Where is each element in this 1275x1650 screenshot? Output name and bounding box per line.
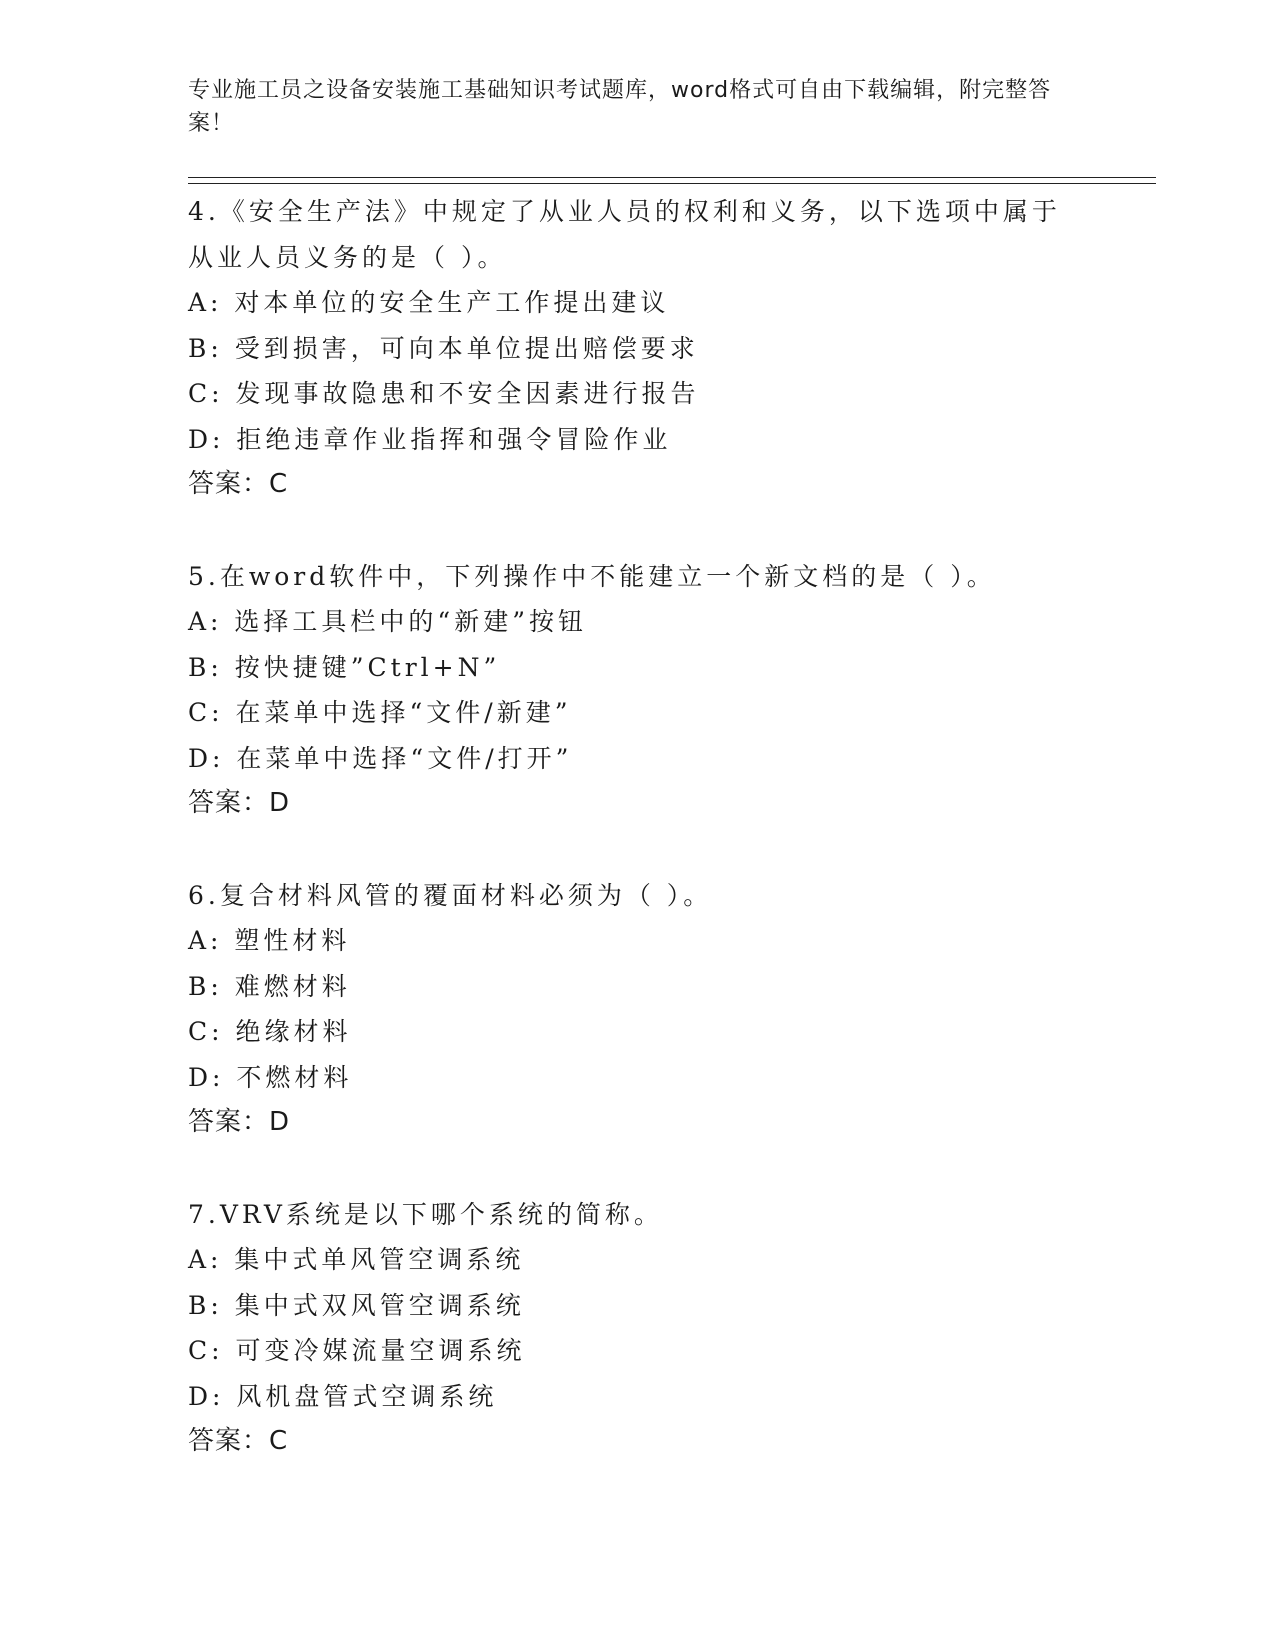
option-a: A: 集中式单风管空调系统 (188, 1245, 525, 1274)
question-stem: 4.《安全生产法》中规定了从业人员的权利和义务，以下选项中属于 (188, 197, 1061, 226)
document-header: 专业施工员之设备安装施工基础知识考试题库，word格式可自由下载编辑，附完整答案！ (188, 78, 1052, 136)
question-list (188, 189, 1148, 1511)
option-a: A: 塑性材料 (188, 926, 351, 955)
question-stem: 5.在word软件中，下列操作中不能建立一个新文档的是（ ）。 (188, 561, 996, 591)
option-b: B: 难燃材料 (188, 971, 351, 1001)
answer-line: 答案：C (188, 1426, 289, 1456)
option-c: C: 可变冷媒流量空调系统 (188, 1336, 526, 1365)
question-6 (188, 873, 1148, 1146)
answer-line: 答案：D (188, 1107, 291, 1137)
answer-line: 答案：C (188, 469, 289, 499)
question-stem: 从业人员义务的是（ ）。 (188, 242, 507, 272)
option-a: A: 对本单位的安全生产工作提出建议 (188, 288, 670, 317)
option-a: A: 选择工具栏中的“新建”按钮 (188, 607, 587, 636)
option-c: C: 绝缘材料 (188, 1017, 352, 1046)
option-d: D: 风机盘管式空调系统 (188, 1381, 498, 1411)
question-7 (188, 1192, 1148, 1465)
option-b: B: 按快捷键”Ctrl+N” (188, 652, 501, 682)
option-d: D: 在菜单中选择“文件/打开” (188, 743, 573, 773)
answer-line: 答案：D (188, 788, 291, 818)
question-stem: 6.复合材料风管的覆面材料必须为（ ）。 (188, 880, 713, 910)
header-rule-bottom (188, 183, 1156, 184)
option-d: D: 拒绝违章作业指挥和强令冒险作业 (188, 424, 672, 454)
question-4 (188, 189, 1148, 508)
option-d: D: 不燃材料 (188, 1062, 353, 1092)
option-b: B: 受到损害，可向本单位提出赔偿要求 (188, 333, 699, 363)
question-stem: 7.VRV系统是以下哪个系统的简称。 (188, 1199, 663, 1229)
option-c: C: 发现事故隐患和不安全因素进行报告 (188, 379, 700, 408)
option-b: B: 集中式双风管空调系统 (188, 1290, 525, 1320)
question-5 (188, 554, 1148, 827)
option-c: C: 在菜单中选择“文件/新建” (188, 698, 572, 727)
header-rule-top (188, 177, 1156, 178)
